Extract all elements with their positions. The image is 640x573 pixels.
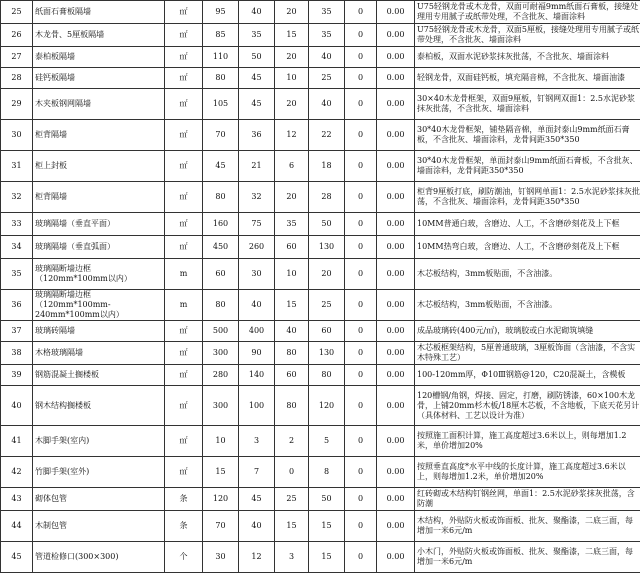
cell-labor: 40 [309,89,345,120]
table-row [1,290,640,321]
cell-auxiliary: 6 [275,151,309,182]
cell-name: 柜背隔墙 [33,182,165,213]
cell-total-price: 80 [203,290,239,321]
cell-material: 32 [239,182,275,213]
cell-material: 12 [239,542,275,573]
cell-quantity: 0 [345,342,377,365]
cell-unit: ㎡ [165,213,203,236]
cell-material: 75 [239,213,275,236]
table-row [1,426,640,457]
table-body [1,1,640,573]
cell-no: 40 [1,386,33,426]
table-row [1,213,640,236]
cell-name: 玻璃隔墙（垂直平面） [33,213,165,236]
cell-name: 木格玻璃隔墙 [33,342,165,365]
table-row [1,365,640,386]
cell-labor: 18 [309,151,345,182]
cell-total-price: 30 [203,542,239,573]
cell-description: 柜背9厘板打底，刷防潮油，钉钢网单面1：2.5水泥砂浆抹灰批荡，不含批灰、墙面涂料，龙骨间距350*350 [415,182,640,213]
cell-labor: 25 [309,68,345,89]
cell-total-price: 70 [203,120,239,151]
cell-auxiliary: 15 [275,24,309,47]
cell-auxiliary: 80 [275,386,309,426]
cell-total-price: 110 [203,47,239,68]
cell-unit: ㎡ [165,342,203,365]
cell-name: 柜背隔墙 [33,120,165,151]
cell-amount: 0.00 [377,120,415,151]
cell-quantity: 0 [345,542,377,573]
cell-auxiliary: 35 [275,213,309,236]
cell-auxiliary: 15 [275,290,309,321]
cell-labor: 80 [309,365,345,386]
cell-unit: m [165,259,203,290]
cell-unit: ㎡ [165,47,203,68]
cell-auxiliary: 2 [275,426,309,457]
cell-material: 36 [239,120,275,151]
cell-unit: ㎡ [165,365,203,386]
cell-name: 木制包管 [33,511,165,542]
cell-no: 37 [1,321,33,342]
cell-labor: 130 [309,236,345,259]
cell-quantity: 0 [345,365,377,386]
cell-labor: 15 [309,511,345,542]
cell-quantity: 0 [345,151,377,182]
cell-unit: m [165,290,203,321]
cell-amount: 0.00 [377,542,415,573]
cell-auxiliary: 20 [275,47,309,68]
table-row [1,68,640,89]
cell-unit: ㎡ [165,24,203,47]
cell-amount: 0.00 [377,259,415,290]
cell-material: 90 [239,342,275,365]
cell-no: 30 [1,120,33,151]
cell-description: 小木门，外贴防火板或饰面板、批灰、聚酯漆，二底三面，每增加一米6元/m [415,542,640,573]
cell-total-price: 80 [203,182,239,213]
table-row [1,1,640,24]
cell-unit: ㎡ [165,321,203,342]
cell-labor: 5 [309,426,345,457]
cell-name: 钢木结构搁楼板 [33,386,165,426]
cell-quantity: 0 [345,47,377,68]
cell-labor: 15 [309,542,345,573]
cell-quantity: 0 [345,290,377,321]
cell-amount: 0.00 [377,342,415,365]
cell-auxiliary: 60 [275,365,309,386]
cell-name: 柜上封板 [33,151,165,182]
cell-auxiliary: 25 [275,488,309,511]
cell-auxiliary: 20 [275,89,309,120]
table-row [1,511,640,542]
cell-no: 29 [1,89,33,120]
cell-unit: ㎡ [165,426,203,457]
cell-no: 34 [1,236,33,259]
cell-amount: 0.00 [377,151,415,182]
cell-description: 泰柏板，双面水泥砂浆抹灰批荡，不含批灰、墙面涂料 [415,47,640,68]
cell-quantity: 0 [345,426,377,457]
cell-material: 45 [239,68,275,89]
cell-quantity: 0 [345,511,377,542]
cell-total-price: 160 [203,213,239,236]
cell-material: 7 [239,457,275,488]
cell-no: 31 [1,151,33,182]
cell-description: 成品玻璃砖(400元/㎡)，玻璃胶或白水泥砌筑填缝 [415,321,640,342]
cell-no: 33 [1,213,33,236]
cell-quantity: 0 [345,24,377,47]
cell-amount: 0.00 [377,68,415,89]
cell-total-price: 500 [203,321,239,342]
cell-quantity: 0 [345,236,377,259]
cell-name: 玻璃隔断墙边框（120mm*100mm以内） [33,259,165,290]
cell-amount: 0.00 [377,213,415,236]
table-row [1,321,640,342]
cell-no: 44 [1,511,33,542]
cell-amount: 0.00 [377,386,415,426]
cell-description: 木芯板框架结构，5厘普通玻璃，3厘板饰面（含油漆，不含实木特殊工艺） [415,342,640,365]
cell-description: 木结构，外贴防火板或饰面板、批灰、聚酯漆，二底三面，每增加一米6元/m [415,511,640,542]
cell-total-price: 60 [203,259,239,290]
cell-material: 21 [239,151,275,182]
cell-name: 泰柏板隔墙 [33,47,165,68]
cell-material: 35 [239,24,275,47]
cell-name: 硅钙板隔墙 [33,68,165,89]
cell-no: 32 [1,182,33,213]
cell-material: 100 [239,386,275,426]
cell-no: 26 [1,24,33,47]
cell-quantity: 0 [345,488,377,511]
cell-auxiliary: 20 [275,182,309,213]
cell-material: 40 [239,290,275,321]
cell-auxiliary: 10 [275,259,309,290]
cell-quantity: 0 [345,321,377,342]
cell-description: 120槽钢/角钢，焊接、固定，打磨，刷防锈漆，60×100木龙骨，上铺20mm杉木板/18厘木芯板，不含地板，下底天花另计（具体材料、工艺以设计为准） [415,386,640,426]
cell-material: 40 [239,1,275,24]
cell-no: 28 [1,68,33,89]
table-row [1,182,640,213]
cell-labor: 50 [309,488,345,511]
table-row [1,236,640,259]
cell-labor: 8 [309,457,345,488]
cell-total-price: 95 [203,1,239,24]
cell-unit: ㎡ [165,386,203,426]
cell-material: 30 [239,259,275,290]
cell-total-price: 300 [203,386,239,426]
table-row [1,120,640,151]
cell-no: 43 [1,488,33,511]
cell-quantity: 0 [345,386,377,426]
cell-material: 45 [239,89,275,120]
cell-name: 竹脚手架(室外) [33,457,165,488]
cell-name: 木脚手架(室内) [33,426,165,457]
cell-unit: 个 [165,542,203,573]
cell-labor: 120 [309,386,345,426]
cell-quantity: 0 [345,120,377,151]
cell-description: 100-120mm厚，Φ10Ⅲ钢筋@120，C20混凝土，含模板 [415,365,640,386]
cell-amount: 0.00 [377,321,415,342]
cell-amount: 0.00 [377,290,415,321]
cell-auxiliary: 15 [275,511,309,542]
cell-material: 50 [239,47,275,68]
cell-description: 30*40木龙骨框架，单面封泰山9mm纸面石膏板，不含批灰、墙面涂料，龙骨间距350*350 [415,151,640,182]
cell-description: 10MM热弯白玻，含磨边、人工，不含磨砂刻花及上下框 [415,236,640,259]
cell-material: 400 [239,321,275,342]
cell-total-price: 450 [203,236,239,259]
cell-description: 木芯板结构，3mm板贴面，不含油漆。 [415,290,640,321]
cell-no: 27 [1,47,33,68]
cell-amount: 0.00 [377,1,415,24]
cell-amount: 0.00 [377,511,415,542]
cell-unit: ㎡ [165,68,203,89]
cell-quantity: 0 [345,213,377,236]
cell-total-price: 105 [203,89,239,120]
cell-no: 35 [1,259,33,290]
cell-amount: 0.00 [377,365,415,386]
cell-material: 260 [239,236,275,259]
cell-labor: 50 [309,213,345,236]
cell-amount: 0.00 [377,182,415,213]
cell-amount: 0.00 [377,488,415,511]
cell-description: 10MM普通白玻，含磨边、人工，不含磨砂刻花及上下框 [415,213,640,236]
cell-total-price: 15 [203,457,239,488]
cell-name: 玻璃隔墙（垂直弧面） [33,236,165,259]
cell-labor: 20 [309,259,345,290]
cell-labor: 25 [309,290,345,321]
cell-no: 45 [1,542,33,573]
cell-unit: 条 [165,511,203,542]
cell-total-price: 45 [203,151,239,182]
cell-total-price: 120 [203,488,239,511]
cell-no: 36 [1,290,33,321]
cell-amount: 0.00 [377,47,415,68]
table-row [1,386,640,426]
cell-amount: 0.00 [377,24,415,47]
cell-no: 41 [1,426,33,457]
cell-name: 木夹板钢网隔墙 [33,89,165,120]
cell-labor: 40 [309,47,345,68]
cell-quantity: 0 [345,259,377,290]
table-row [1,24,640,47]
table-row [1,342,640,365]
cell-quantity: 0 [345,89,377,120]
cell-name: 玻璃砖隔墙 [33,321,165,342]
cell-name: 管道检修口(300×300) [33,542,165,573]
table-row [1,259,640,290]
cell-name: 钢筋混凝土搁楼板 [33,365,165,386]
cell-auxiliary: 80 [275,342,309,365]
cell-quantity: 0 [345,68,377,89]
cell-material: 45 [239,488,275,511]
cell-auxiliary: 40 [275,321,309,342]
cell-unit: ㎡ [165,236,203,259]
cell-labor: 130 [309,342,345,365]
cell-auxiliary: 0 [275,457,309,488]
table-row [1,47,640,68]
table-row [1,542,640,573]
cell-auxiliary: 10 [275,68,309,89]
cell-description: 按照垂直高度*水平中线的长度计算，施工高度超过3.6米以上，则每增加1.2米，单价增加20% [415,457,640,488]
cell-description: 轻钢龙骨，双面硅钙板，填充隔音棉，不含批灰、墙面油漆 [415,68,640,89]
table-row [1,89,640,120]
cell-description: 红砖砌或木结构钉钢丝网，单面1：2.5水泥砂浆抹灰批荡，含防潮 [415,488,640,511]
cell-labor: 60 [309,321,345,342]
cell-no: 42 [1,457,33,488]
cell-unit: ㎡ [165,1,203,24]
cell-unit: ㎡ [165,151,203,182]
cell-description: 木芯板结构，3mm板贴面，不含油漆。 [415,259,640,290]
cell-labor: 22 [309,120,345,151]
cell-name: 纸面石膏板隔墙 [33,1,165,24]
cell-description: U75轻钢龙骨或木龙骨，双面可耐福9mm纸面石膏板，接缝处理用专用腻子或纸带处理，不含批灰、墙面涂料 [415,1,640,24]
cell-name: 木龙骨、5厘板隔墙 [33,24,165,47]
cell-material: 140 [239,365,275,386]
cell-name: 玻璃隔断墙边框（120mm*100mm-240mm*100mm以内） [33,290,165,321]
cell-material: 40 [239,511,275,542]
cell-labor: 35 [309,1,345,24]
cell-total-price: 85 [203,24,239,47]
cell-amount: 0.00 [377,89,415,120]
cell-auxiliary: 60 [275,236,309,259]
cell-auxiliary: 12 [275,120,309,151]
cell-unit: ㎡ [165,457,203,488]
cell-description: U75轻钢龙骨或木龙骨，双面5厘板，接缝处理用专用腻子或纸带处理，不含批灰、墙面涂料 [415,24,640,47]
cell-no: 38 [1,342,33,365]
cell-labor: 35 [309,24,345,47]
cell-auxiliary: 3 [275,542,309,573]
cell-unit: 条 [165,488,203,511]
cell-amount: 0.00 [377,236,415,259]
cell-quantity: 0 [345,457,377,488]
cell-no: 39 [1,365,33,386]
cell-labor: 28 [309,182,345,213]
table-row [1,151,640,182]
cell-total-price: 70 [203,511,239,542]
cell-quantity: 0 [345,182,377,213]
cell-description: 30*40木龙骨框架，铺垫隔音棉，单面封泰山9mm纸面石膏板，不含批灰、墙面涂料，龙骨间距350*350 [415,120,640,151]
cell-total-price: 280 [203,365,239,386]
cell-total-price: 10 [203,426,239,457]
cell-quantity: 0 [345,1,377,24]
cell-name: 砌体包管 [33,488,165,511]
cell-no: 25 [1,1,33,24]
cell-unit: ㎡ [165,182,203,213]
cell-material: 3 [239,426,275,457]
cell-description: 30×40木龙骨框架，双面9厘板，钉钢网双面1：2.5水泥砂浆抹灰批荡，不含批灰、墙面涂料 [415,89,640,120]
cell-unit: ㎡ [165,120,203,151]
cell-amount: 0.00 [377,426,415,457]
cell-total-price: 300 [203,342,239,365]
cell-description: 按照施工面积计算，施工高度超过3.6米以上，则每增加1.2米，单价增加20% [415,426,640,457]
cell-auxiliary: 20 [275,1,309,24]
cell-amount: 0.00 [377,457,415,488]
cell-unit: ㎡ [165,89,203,120]
cell-total-price: 80 [203,68,239,89]
table-row [1,457,640,488]
